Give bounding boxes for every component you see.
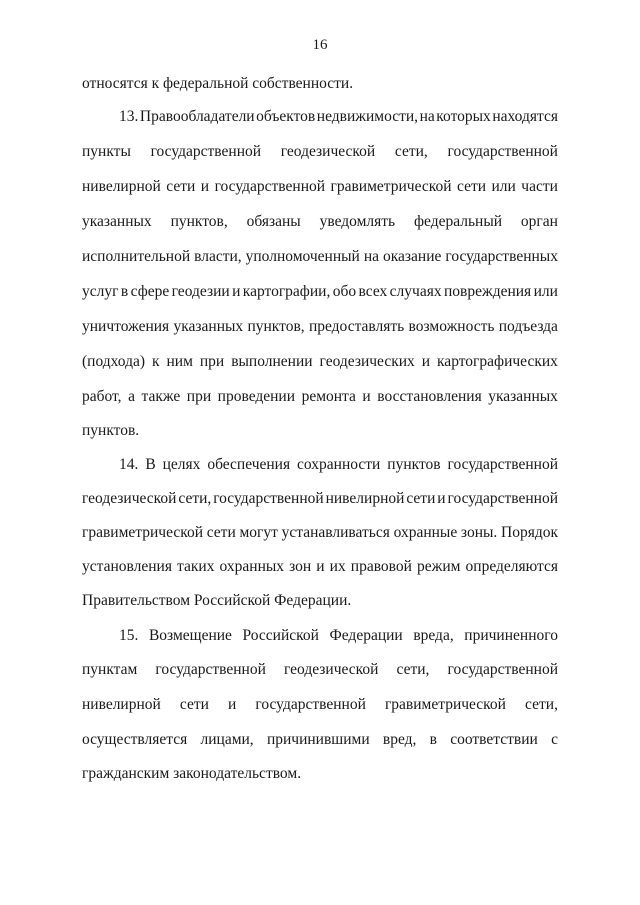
word: пунктов (387, 456, 441, 473)
word: геодезических (319, 353, 415, 370)
word: (подхода) (82, 353, 146, 370)
word: охранных (219, 558, 285, 575)
word: 13. (119, 108, 139, 125)
word: пунктам (82, 661, 138, 678)
word: при (186, 388, 212, 405)
word: и (421, 353, 431, 370)
word: работ, (82, 388, 122, 405)
word: обязаны (246, 213, 301, 230)
word: Возмещение (148, 627, 232, 644)
text-line: относятся к федеральной собственности. (82, 75, 354, 92)
text-line: Правительством Российской Федерации. (82, 592, 352, 609)
word: государственной (150, 143, 262, 160)
word: сети (166, 178, 196, 195)
text-line (82, 143, 558, 161)
page-number: 16 (312, 37, 328, 53)
word: также (141, 388, 181, 405)
word: Федерации (329, 627, 403, 644)
word: ним (166, 353, 193, 370)
word: восстановления (377, 388, 482, 405)
word: или (491, 178, 516, 195)
text-line (82, 524, 558, 542)
word: причинившими (266, 731, 370, 748)
word: недвижимости, (316, 108, 419, 125)
word: на (363, 248, 380, 265)
text-line: гражданским законодательством. (82, 765, 302, 782)
word: объектов (256, 108, 316, 125)
word: государственной (213, 490, 324, 507)
word: указанных (82, 213, 152, 230)
word: власти, (194, 248, 242, 265)
text-line (82, 661, 558, 679)
word: и (232, 283, 241, 300)
text-line (82, 318, 558, 336)
word: указанных (173, 318, 244, 335)
word: режим (417, 558, 461, 575)
word: государственной (447, 490, 558, 507)
word: с (551, 731, 558, 748)
word: лицами, (200, 731, 254, 748)
word: определяются (465, 558, 558, 575)
word: государственной (447, 143, 558, 160)
word: услуг (82, 283, 119, 300)
word: государственной (447, 456, 558, 473)
word: гравиметрической (82, 524, 204, 541)
text-line (82, 353, 558, 371)
text-line (82, 696, 558, 714)
word: геодезической (280, 143, 376, 160)
word: сети (457, 178, 487, 195)
word: и (228, 696, 237, 713)
word: вреда, (413, 627, 454, 644)
word: предоставлять (308, 318, 405, 335)
word: на (419, 108, 435, 125)
word: нивелирной (82, 696, 161, 713)
word: причиненного (464, 627, 558, 644)
word: сети (206, 524, 236, 541)
word: повреждения (444, 283, 532, 300)
word: 14. (119, 456, 139, 473)
word: при (199, 353, 225, 370)
text-line (82, 248, 558, 266)
word: сети, (178, 490, 212, 507)
word: государственной (214, 178, 326, 195)
word: сети (406, 490, 436, 507)
text-line (82, 213, 558, 231)
word: могут (239, 524, 278, 541)
word: сети (179, 696, 209, 713)
text-line (82, 490, 558, 508)
word: выполнении (231, 353, 313, 370)
word: их (329, 558, 346, 575)
word: сохранности (297, 456, 381, 473)
word: проведении (217, 388, 296, 405)
text-line (82, 388, 558, 406)
word: находятся (492, 108, 558, 125)
word: пункты (82, 143, 131, 160)
text-line (82, 558, 558, 576)
word: оказание (382, 248, 442, 265)
word: которых (436, 108, 491, 125)
word: обо (332, 283, 357, 300)
word: и (437, 490, 446, 507)
word: орган (520, 213, 558, 230)
word: или (533, 283, 558, 300)
word: нивелирной (325, 490, 405, 507)
word: зоны. (460, 524, 498, 541)
text-line (119, 108, 558, 126)
word: осуществляется (82, 731, 188, 748)
word: Российской (242, 627, 319, 644)
word: сети, (394, 143, 428, 160)
word: установления (82, 558, 172, 575)
word: охранные (393, 524, 458, 541)
text-line (82, 731, 558, 749)
word: указанных (488, 388, 558, 405)
word: таких (177, 558, 215, 575)
word: устанавливаться (281, 524, 390, 541)
word: правовой (350, 558, 412, 575)
word: государственной (255, 696, 366, 713)
word: ремонта (301, 388, 356, 405)
word: государственных (445, 248, 558, 265)
word: возможность (408, 318, 495, 335)
word: сети, (396, 661, 430, 678)
word: государственной (155, 661, 266, 678)
word: целях (162, 456, 201, 473)
word: и (200, 178, 210, 195)
word: картографических (437, 353, 558, 370)
word: и (362, 388, 371, 405)
word: а (128, 388, 135, 405)
word: пунктов, (247, 318, 305, 335)
word: вред, (382, 731, 417, 748)
word: пунктов, (170, 213, 228, 230)
word: государственной (447, 661, 558, 678)
word: Порядок (501, 524, 558, 541)
text-line (119, 456, 558, 474)
word: в (429, 731, 437, 748)
word: уполномоченный (245, 248, 360, 265)
word: уведомлять (319, 213, 396, 230)
word: уничтожения (82, 318, 170, 335)
word: в (120, 283, 129, 300)
word: обеспечения (207, 456, 291, 473)
word: Правообладатели (139, 108, 255, 125)
text-line (82, 178, 558, 196)
word: сфере (130, 283, 170, 300)
word: зон (289, 558, 312, 575)
word: к (152, 353, 160, 370)
word: подъезда (498, 318, 558, 335)
text-line (119, 627, 558, 645)
word: картографии, (242, 283, 331, 300)
word: гравиметрической (384, 696, 506, 713)
word: исполнительной (82, 248, 191, 265)
word: гравиметрической (330, 178, 452, 195)
word: всех (358, 283, 388, 300)
text-line (82, 283, 558, 301)
word: случаях (389, 283, 442, 300)
word: геодезической (283, 661, 379, 678)
word: сети, (525, 696, 558, 713)
word: и (316, 558, 325, 575)
word: геодезии (171, 283, 230, 300)
word: В (145, 456, 156, 473)
word: части (521, 178, 558, 195)
word: геодезической (82, 490, 177, 507)
word: соответствии (450, 731, 538, 748)
word: федеральный (413, 213, 503, 230)
word: 15. (119, 627, 139, 644)
text-line: пунктов. (82, 422, 140, 439)
word: нивелирной (82, 178, 161, 195)
